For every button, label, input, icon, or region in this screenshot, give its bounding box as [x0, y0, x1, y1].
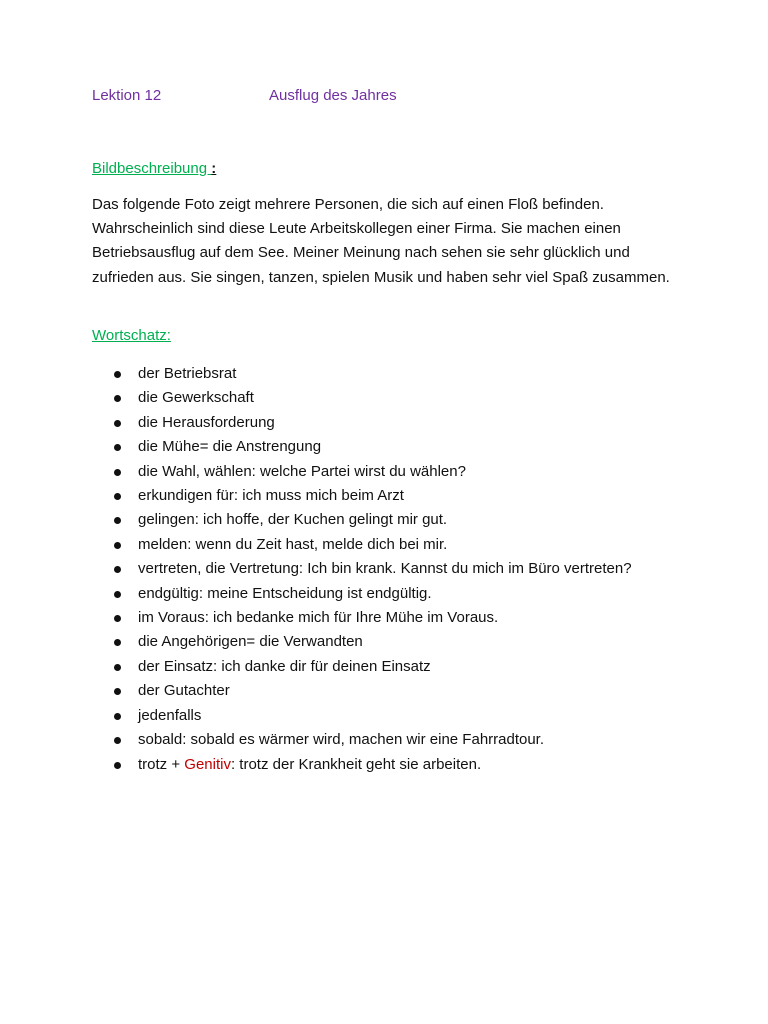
- vocabulary-list: [92, 362, 652, 777]
- list-item-text: die Angehörigen= die Verwandten: [138, 633, 363, 651]
- list-item-text-prefix: trotz +: [138, 755, 185, 773]
- bullet-icon: [114, 444, 121, 451]
- list-item-text: melden: wenn du Zeit hast, melde dich bei mir.: [138, 535, 448, 553]
- bullet-icon: [114, 469, 121, 476]
- list-item: [92, 508, 652, 532]
- list-item: [92, 460, 652, 484]
- vocabulary-heading: Wortschatz:: [92, 327, 171, 344]
- list-item: [92, 655, 652, 679]
- list-item-text: im Voraus: ich bedanke mich für Ihre Mühe im Voraus.: [138, 609, 499, 627]
- list-item-text: jedenfalls: [138, 706, 202, 724]
- list-item: [92, 557, 652, 581]
- bullet-icon: [114, 688, 121, 695]
- list-item: [92, 533, 652, 557]
- list-item-text: gelingen: ich hoffe, der Kuchen gelingt mir gut.: [138, 511, 448, 529]
- list-item-text: der Gutachter: [138, 682, 230, 700]
- list-item-text: sobald: sobald es wärmer wird, machen wir eine Fahrradtour.: [138, 731, 545, 749]
- bullet-icon: [114, 639, 121, 646]
- list-item: [92, 386, 652, 410]
- list-item: [92, 582, 652, 606]
- list-item: [92, 435, 652, 459]
- bullet-icon: [114, 420, 121, 427]
- list-item-text: die Gewerkschaft: [138, 389, 254, 407]
- list-item-text: erkundigen für: ich muss mich beim Arzt: [138, 487, 404, 505]
- list-item: [92, 606, 652, 630]
- list-item: [92, 728, 652, 752]
- lesson-number: Lektion 12: [92, 87, 162, 104]
- genitiv-highlight: Genitiv: [184, 755, 231, 773]
- bullet-icon: [114, 542, 121, 549]
- list-item-text: endgültig: meine Entscheidung ist endgültig.: [138, 584, 432, 602]
- list-item-text: der Betriebsrat: [138, 365, 237, 382]
- list-item-text: die Wahl, wählen: welche Partei wirst du wählen?: [138, 462, 466, 480]
- list-item: [92, 753, 652, 777]
- bullet-icon: [114, 713, 121, 720]
- bullet-icon: [114, 591, 121, 598]
- list-item: [92, 411, 652, 435]
- bullet-icon: [114, 517, 121, 524]
- list-item-text: der Einsatz: ich danke dir für deinen Einsatz: [138, 657, 431, 675]
- list-item: [92, 704, 652, 728]
- list-item-text: die Herausforderung: [138, 413, 275, 431]
- description-heading-colon: :: [211, 160, 217, 177]
- list-item: [92, 630, 652, 654]
- description-paragraph: Das folgende Foto zeigt mehrere Personen, die sich auf einen Floß befinden. Wahrscheinlich sind diese Leute Arbeitskollegen einer Firma. Sie machen einen Betriebsausflug auf dem See. Meiner Meinung nach sehen sie sehr glücklich und zufrieden aus. Sie singen, tanzen, spielen Musik und haben sehr viel Spaß zusammen.: [92, 196, 670, 286]
- bullet-icon: [114, 664, 121, 671]
- bullet-icon: [114, 493, 121, 500]
- bullet-icon: [114, 615, 121, 622]
- list-item: [92, 679, 652, 703]
- bullet-icon: [114, 371, 121, 378]
- list-item-text: die Mühe= die Anstrengung: [138, 438, 322, 456]
- bullet-icon: [114, 395, 121, 402]
- list-item: [92, 484, 652, 508]
- list-item-text: vertreten, die Vertretung: Ich bin krank. Kannst du mich im Büro vertreten?: [138, 560, 632, 578]
- description-heading-label: Bildbeschreibung: [92, 160, 212, 177]
- bullet-icon: [114, 762, 121, 769]
- bullet-icon: [114, 566, 121, 573]
- bullet-icon: [114, 737, 121, 744]
- list-item-text-suffix: : trotz der Krankheit geht sie arbeiten.: [230, 755, 482, 773]
- lesson-topic: Ausflug des Jahres: [269, 87, 397, 104]
- description-heading: [92, 160, 216, 177]
- list-item: [92, 362, 652, 386]
